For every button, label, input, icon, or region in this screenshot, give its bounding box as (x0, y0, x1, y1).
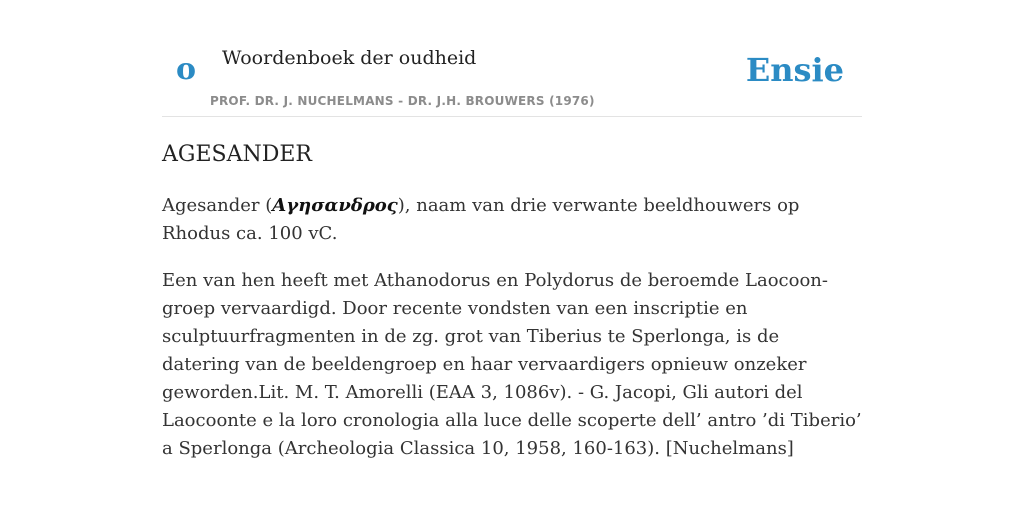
ensie-logo-link[interactable]: Ensie (745, 51, 844, 89)
dictionary-title[interactable]: Woordenboek der oudheid (222, 47, 477, 69)
entry-paragraph-intro (162, 192, 862, 248)
intro-text-before: Agesander ( (162, 195, 273, 216)
greek-name: Αγησανδρος (272, 195, 398, 216)
entry-paragraph-body: Een van hen heeft met Athanodorus en Polydorus de beroemde Laocoon-groep vervaardigd. Door recente vondsten van een inscriptie en sculptuurfragmenten in de zg. grot van Tiberius te Sperlonga, is de datering van de beeldengroep en haar vervaardigers opnieuw onzeker geworden.Lit. M. T. Amorelli (EAA 3, 1086v). - G. Jacopi, Gli autori del Laocoonte e la loro cronologia alla luce delle scoperte dell’ antro ’di Tiberio’ a Sperlonga (Archeologia Classica 10, 1958, 160-163). [Nuchelmans] (162, 270, 862, 459)
intro-text-after: ), naam van drie verwante beeldhouwers op Rhodus ca. 100 vC. (162, 195, 800, 244)
entry-title: AGESANDER (162, 142, 312, 167)
dictionary-header (162, 0, 862, 117)
dictionary-authors: PROF. DR. J. NUCHELMANS - DR. J.H. BROUWERS (1976) (210, 94, 595, 108)
dictionary-logo-icon[interactable]: o (176, 52, 197, 87)
